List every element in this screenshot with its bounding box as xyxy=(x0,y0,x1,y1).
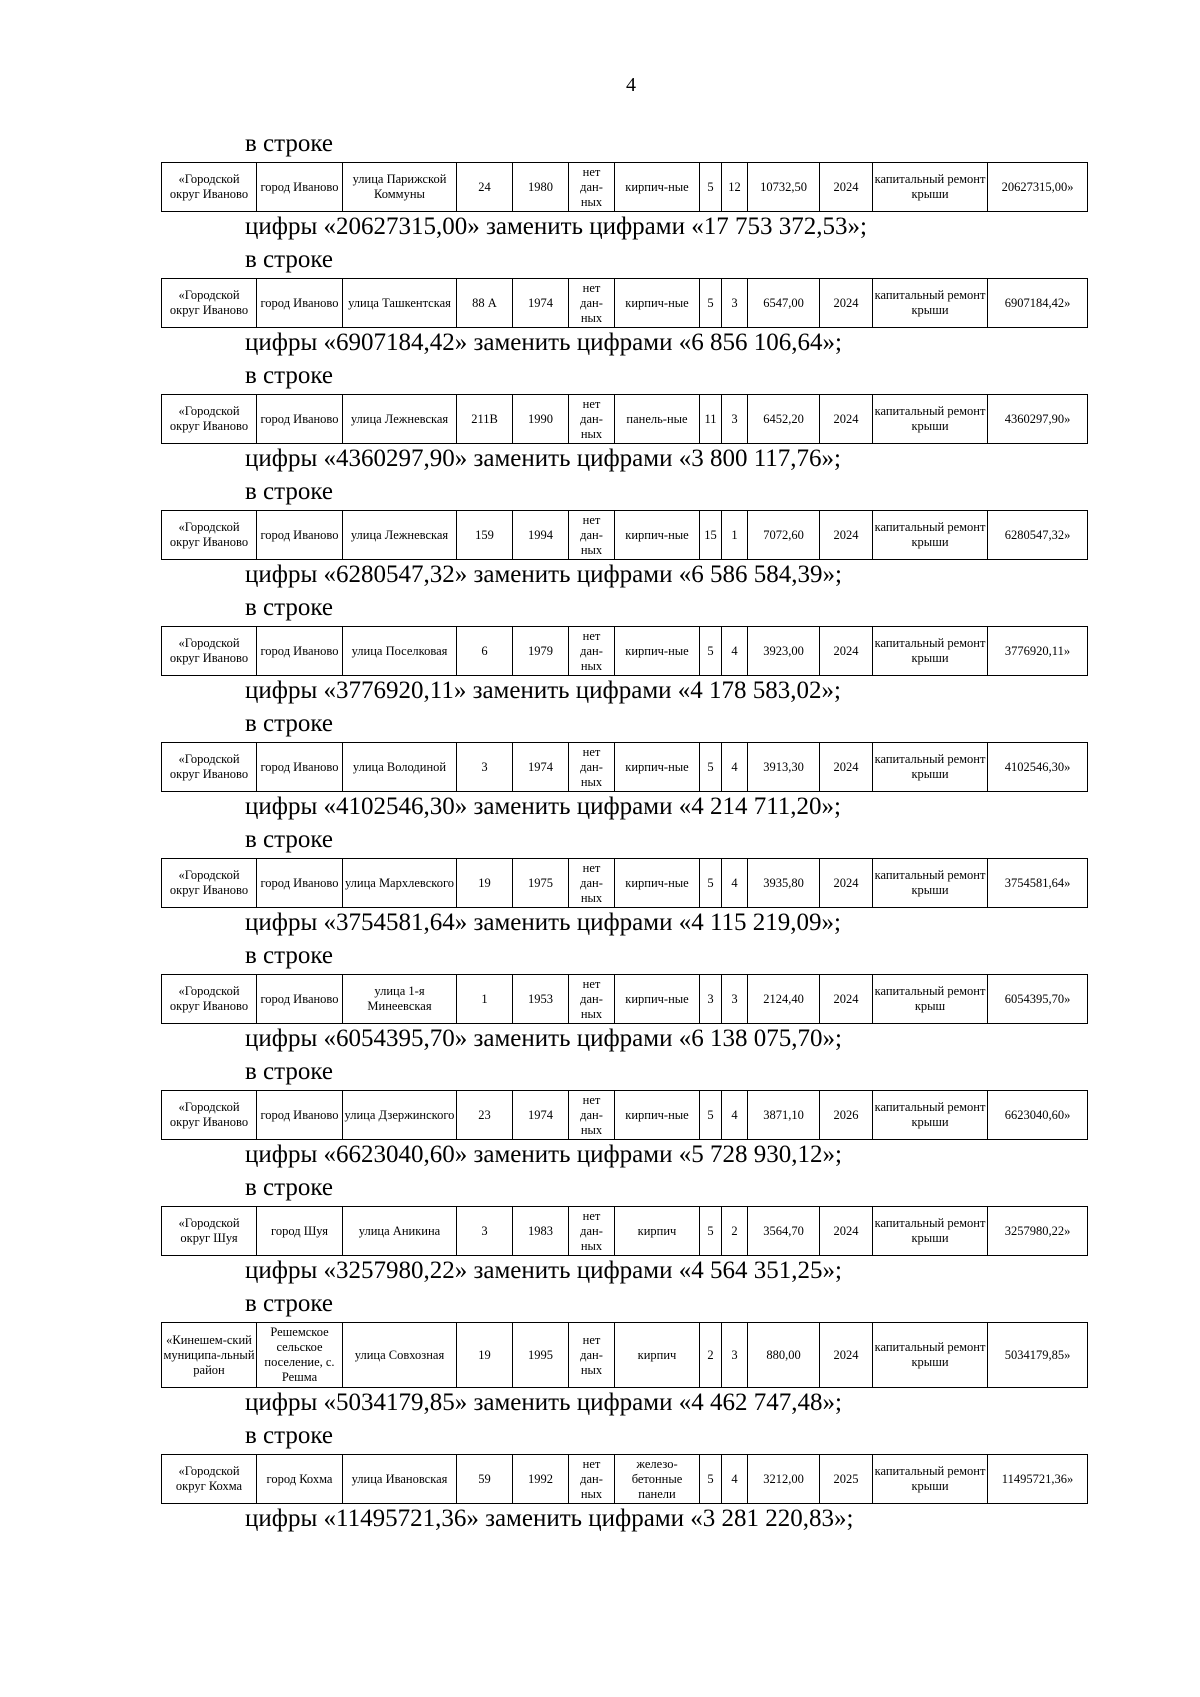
cell-district: «Городской округ Иваново xyxy=(162,163,257,212)
amendment-block xyxy=(0,710,1200,826)
cell-area: 10732,50 xyxy=(748,163,820,212)
cell-amount: 6054395,70» xyxy=(988,975,1088,1024)
cell-amount: 3754581,64» xyxy=(988,859,1088,908)
cell-district: «Городской округ Иваново xyxy=(162,395,257,444)
cell-district: «Городской округ Иваново xyxy=(162,859,257,908)
cell-area: 7072,60 xyxy=(748,511,820,560)
amendment-block xyxy=(0,362,1200,478)
cell-street: улица Совхозная xyxy=(343,1323,457,1388)
cell-year-planned: 2025 xyxy=(820,1455,873,1504)
cell-year-built: 1983 xyxy=(513,1207,569,1256)
cell-year-built: 1975 xyxy=(513,859,569,908)
cell-work-type: капитальный ремонт крыши xyxy=(873,1091,988,1140)
lead-text: в строке xyxy=(245,478,334,505)
cell-settlement: город Иваново xyxy=(257,395,343,444)
cell-amount: 6907184,42» xyxy=(988,279,1088,328)
cell-data-status: нет дан-ных xyxy=(569,1455,615,1504)
cell-district: «Городской округ Иваново xyxy=(162,743,257,792)
replacement-text: цифры «3776920,11» заменить цифрами «4 178 583,02»; xyxy=(245,677,841,704)
cell-amount: 11495721,36» xyxy=(988,1455,1088,1504)
cell-area: 3871,10 xyxy=(748,1091,820,1140)
cell-amount: 20627315,00» xyxy=(988,163,1088,212)
cell-year-built: 1980 xyxy=(513,163,569,212)
amendments-list xyxy=(0,130,1200,1538)
lead-text: в строке xyxy=(245,1058,334,1085)
cell-data-status: нет дан-ных xyxy=(569,163,615,212)
cell-year-planned: 2024 xyxy=(820,859,873,908)
cell-entrances: 4 xyxy=(722,627,748,676)
cell-year-planned: 2024 xyxy=(820,975,873,1024)
table-row xyxy=(162,163,1088,212)
cell-entrances: 4 xyxy=(722,1455,748,1504)
lead-text: в строке xyxy=(245,1290,334,1317)
cell-house-number: 19 xyxy=(457,1323,513,1388)
cell-area: 3564,70 xyxy=(748,1207,820,1256)
amendment-block xyxy=(0,826,1200,942)
cell-street: улица Дзержинского xyxy=(343,1091,457,1140)
table-row xyxy=(162,511,1088,560)
cell-work-type: капитальный ремонт крыши xyxy=(873,1207,988,1256)
cell-work-type: капитальный ремонт крыши xyxy=(873,1323,988,1388)
cell-area: 880,00 xyxy=(748,1323,820,1388)
cell-wall-material: кирпич-ные xyxy=(615,511,700,560)
cell-work-type: капитальный ремонт крыши xyxy=(873,743,988,792)
cell-wall-material: кирпич-ные xyxy=(615,859,700,908)
cell-year-built: 1990 xyxy=(513,395,569,444)
cell-area: 6452,20 xyxy=(748,395,820,444)
cell-wall-material: кирпич-ные xyxy=(615,1091,700,1140)
cell-area: 3935,80 xyxy=(748,859,820,908)
cell-district: «Городской округ Иваново xyxy=(162,1091,257,1140)
cell-wall-material: кирпич-ные xyxy=(615,975,700,1024)
cell-data-status: нет дан-ных xyxy=(569,743,615,792)
cell-amount: 5034179,85» xyxy=(988,1323,1088,1388)
cell-amount: 6623040,60» xyxy=(988,1091,1088,1140)
cell-work-type: капитальный ремонт крыши xyxy=(873,859,988,908)
cell-area: 6547,00 xyxy=(748,279,820,328)
lead-text: в строке xyxy=(245,710,334,737)
table-row xyxy=(162,975,1088,1024)
row-table xyxy=(161,278,1088,328)
lead-text: в строке xyxy=(245,1422,334,1449)
cell-amount: 4102546,30» xyxy=(988,743,1088,792)
cell-settlement: город Иваново xyxy=(257,279,343,328)
cell-district: «Городской округ Иваново xyxy=(162,511,257,560)
cell-floors: 5 xyxy=(700,1207,722,1256)
cell-floors: 5 xyxy=(700,1455,722,1504)
cell-year-planned: 2024 xyxy=(820,163,873,212)
cell-year-built: 1994 xyxy=(513,511,569,560)
cell-floors: 11 xyxy=(700,395,722,444)
cell-data-status: нет дан-ных xyxy=(569,511,615,560)
cell-house-number: 6 xyxy=(457,627,513,676)
cell-street: улица Парижской Коммуны xyxy=(343,163,457,212)
cell-wall-material: кирпич-ные xyxy=(615,279,700,328)
lead-text: в строке xyxy=(245,246,334,273)
cell-year-planned: 2024 xyxy=(820,511,873,560)
cell-work-type: капитальный ремонт крыши xyxy=(873,1455,988,1504)
table-row xyxy=(162,395,1088,444)
cell-area: 3913,30 xyxy=(748,743,820,792)
cell-year-built: 1974 xyxy=(513,743,569,792)
cell-house-number: 3 xyxy=(457,743,513,792)
cell-year-built: 1979 xyxy=(513,627,569,676)
cell-settlement: город Иваново xyxy=(257,163,343,212)
row-table xyxy=(161,1090,1088,1140)
cell-street: улица Аникина xyxy=(343,1207,457,1256)
cell-street: улица Лежневская xyxy=(343,511,457,560)
row-table xyxy=(161,394,1088,444)
cell-house-number: 88 А xyxy=(457,279,513,328)
table-row xyxy=(162,1207,1088,1256)
row-table xyxy=(161,1322,1088,1388)
cell-year-planned: 2024 xyxy=(820,627,873,676)
cell-year-built: 1974 xyxy=(513,1091,569,1140)
cell-year-planned: 2024 xyxy=(820,1207,873,1256)
cell-year-planned: 2024 xyxy=(820,743,873,792)
table-row xyxy=(162,1091,1088,1140)
cell-floors: 5 xyxy=(700,163,722,212)
replacement-text: цифры «4102546,30» заменить цифрами «4 214 711,20»; xyxy=(245,793,841,820)
cell-year-built: 1992 xyxy=(513,1455,569,1504)
cell-data-status: нет дан-ных xyxy=(569,975,615,1024)
cell-entrances: 4 xyxy=(722,1091,748,1140)
amendment-block xyxy=(0,478,1200,594)
cell-settlement: город Иваново xyxy=(257,1091,343,1140)
cell-work-type: капитальный ремонт крыши xyxy=(873,511,988,560)
cell-year-built: 1995 xyxy=(513,1323,569,1388)
cell-data-status: нет дан-ных xyxy=(569,627,615,676)
cell-wall-material: кирпич-ные xyxy=(615,163,700,212)
cell-settlement: город Иваново xyxy=(257,975,343,1024)
cell-floors: 5 xyxy=(700,279,722,328)
cell-entrances: 3 xyxy=(722,395,748,444)
row-table xyxy=(161,742,1088,792)
cell-floors: 3 xyxy=(700,975,722,1024)
cell-floors: 15 xyxy=(700,511,722,560)
cell-entrances: 3 xyxy=(722,279,748,328)
cell-house-number: 19 xyxy=(457,859,513,908)
lead-text: в строке xyxy=(245,1174,334,1201)
cell-wall-material: кирпич xyxy=(615,1323,700,1388)
cell-entrances: 3 xyxy=(722,1323,748,1388)
cell-settlement: город Иваново xyxy=(257,627,343,676)
cell-floors: 5 xyxy=(700,743,722,792)
cell-house-number: 59 xyxy=(457,1455,513,1504)
cell-floors: 2 xyxy=(700,1323,722,1388)
cell-entrances: 12 xyxy=(722,163,748,212)
row-table xyxy=(161,626,1088,676)
cell-street: улица Мархлевского xyxy=(343,859,457,908)
table-row xyxy=(162,627,1088,676)
replacement-text: цифры «4360297,90» заменить цифрами «3 800 117,76»; xyxy=(245,445,841,472)
cell-district: «Городской округ Кохма xyxy=(162,1455,257,1504)
replacement-text: цифры «3754581,64» заменить цифрами «4 115 219,09»; xyxy=(245,909,841,936)
cell-entrances: 4 xyxy=(722,743,748,792)
table-row xyxy=(162,859,1088,908)
cell-amount: 6280547,32» xyxy=(988,511,1088,560)
cell-wall-material: железо-бетонные панели xyxy=(615,1455,700,1504)
cell-district: «Городской округ Иваново xyxy=(162,627,257,676)
cell-data-status: нет дан-ных xyxy=(569,1091,615,1140)
cell-entrances: 1 xyxy=(722,511,748,560)
cell-district: «Городской округ Шуя xyxy=(162,1207,257,1256)
row-table xyxy=(161,510,1088,560)
row-table xyxy=(161,858,1088,908)
replacement-text: цифры «20627315,00» заменить цифрами «17 753 372,53»; xyxy=(245,213,867,240)
lead-text: в строке xyxy=(245,594,334,621)
cell-year-built: 1974 xyxy=(513,279,569,328)
amendment-block xyxy=(0,1174,1200,1290)
replacement-text: цифры «3257980,22» заменить цифрами «4 564 351,25»; xyxy=(245,1257,842,1284)
lead-text: в строке xyxy=(245,942,334,969)
cell-work-type: капитальный ремонт крыши xyxy=(873,279,988,328)
cell-year-planned: 2024 xyxy=(820,1323,873,1388)
lead-text: в строке xyxy=(245,362,334,389)
row-table xyxy=(161,1454,1088,1504)
cell-house-number: 1 xyxy=(457,975,513,1024)
cell-house-number: 23 xyxy=(457,1091,513,1140)
cell-street: улица Поселковая xyxy=(343,627,457,676)
cell-house-number: 211В xyxy=(457,395,513,444)
amendment-block xyxy=(0,1422,1200,1538)
row-table xyxy=(161,1206,1088,1256)
replacement-text: цифры «6280547,32» заменить цифрами «6 586 584,39»; xyxy=(245,561,842,588)
cell-amount: 3776920,11» xyxy=(988,627,1088,676)
cell-floors: 5 xyxy=(700,627,722,676)
replacement-text: цифры «6623040,60» заменить цифрами «5 728 930,12»; xyxy=(245,1141,842,1168)
cell-district: «Городской округ Иваново xyxy=(162,975,257,1024)
cell-settlement: город Иваново xyxy=(257,511,343,560)
cell-house-number: 159 xyxy=(457,511,513,560)
replacement-text: цифры «6054395,70» заменить цифрами «6 138 075,70»; xyxy=(245,1025,842,1052)
cell-area: 2124,40 xyxy=(748,975,820,1024)
cell-work-type: капитальный ремонт крыши xyxy=(873,627,988,676)
cell-settlement: город Шуя xyxy=(257,1207,343,1256)
amendment-block xyxy=(0,1290,1200,1422)
page-number: 4 xyxy=(626,74,636,96)
replacement-text: цифры «11495721,36» заменить цифрами «3 281 220,83»; xyxy=(245,1505,854,1532)
table-row xyxy=(162,1323,1088,1388)
table-row xyxy=(162,743,1088,792)
cell-settlement: город Иваново xyxy=(257,859,343,908)
replacement-text: цифры «5034179,85» заменить цифрами «4 462 747,48»; xyxy=(245,1389,842,1416)
table-row xyxy=(162,1455,1088,1504)
cell-entrances: 3 xyxy=(722,975,748,1024)
amendment-block xyxy=(0,942,1200,1058)
replacement-text: цифры «6907184,42» заменить цифрами «6 856 106,64»; xyxy=(245,329,842,356)
table-row xyxy=(162,279,1088,328)
cell-area: 3923,00 xyxy=(748,627,820,676)
cell-amount: 4360297,90» xyxy=(988,395,1088,444)
row-table xyxy=(161,974,1088,1024)
lead-text: в строке xyxy=(245,826,334,853)
cell-street: улица Ташкентская xyxy=(343,279,457,328)
cell-work-type: капитальный ремонт крыши xyxy=(873,395,988,444)
cell-wall-material: панель-ные xyxy=(615,395,700,444)
cell-settlement: Решемское сельское поселение, с. Решма xyxy=(257,1323,343,1388)
cell-street: улица Ивановская xyxy=(343,1455,457,1504)
cell-entrances: 4 xyxy=(722,859,748,908)
row-table xyxy=(161,162,1088,212)
cell-work-type: капитальный ремонт крыши xyxy=(873,163,988,212)
cell-street: улица 1-я Минеевская xyxy=(343,975,457,1024)
cell-wall-material: кирпич-ные xyxy=(615,743,700,792)
cell-year-planned: 2026 xyxy=(820,1091,873,1140)
cell-district: «Городской округ Иваново xyxy=(162,279,257,328)
cell-settlement: город Иваново xyxy=(257,743,343,792)
cell-wall-material: кирпич xyxy=(615,1207,700,1256)
cell-data-status: нет дан-ных xyxy=(569,1323,615,1388)
lead-text: в строке xyxy=(245,130,334,157)
cell-data-status: нет дан-ных xyxy=(569,279,615,328)
cell-work-type: капитальный ремонт крыш xyxy=(873,975,988,1024)
cell-wall-material: кирпич-ные xyxy=(615,627,700,676)
cell-area: 3212,00 xyxy=(748,1455,820,1504)
cell-year-built: 1953 xyxy=(513,975,569,1024)
amendment-block xyxy=(0,1058,1200,1174)
cell-year-planned: 2024 xyxy=(820,395,873,444)
amendment-block xyxy=(0,246,1200,362)
amendment-block xyxy=(0,130,1200,246)
cell-street: улица Володиной xyxy=(343,743,457,792)
cell-street: улица Лежневская xyxy=(343,395,457,444)
cell-district: «Кинешем-ский муниципа-льный район xyxy=(162,1323,257,1388)
cell-entrances: 2 xyxy=(722,1207,748,1256)
cell-data-status: нет дан-ных xyxy=(569,1207,615,1256)
cell-data-status: нет дан-ных xyxy=(569,859,615,908)
cell-settlement: город Кохма xyxy=(257,1455,343,1504)
amendment-block xyxy=(0,594,1200,710)
cell-floors: 5 xyxy=(700,1091,722,1140)
cell-year-planned: 2024 xyxy=(820,279,873,328)
cell-floors: 5 xyxy=(700,859,722,908)
cell-amount: 3257980,22» xyxy=(988,1207,1088,1256)
cell-data-status: нет дан-ных xyxy=(569,395,615,444)
cell-house-number: 3 xyxy=(457,1207,513,1256)
cell-house-number: 24 xyxy=(457,163,513,212)
